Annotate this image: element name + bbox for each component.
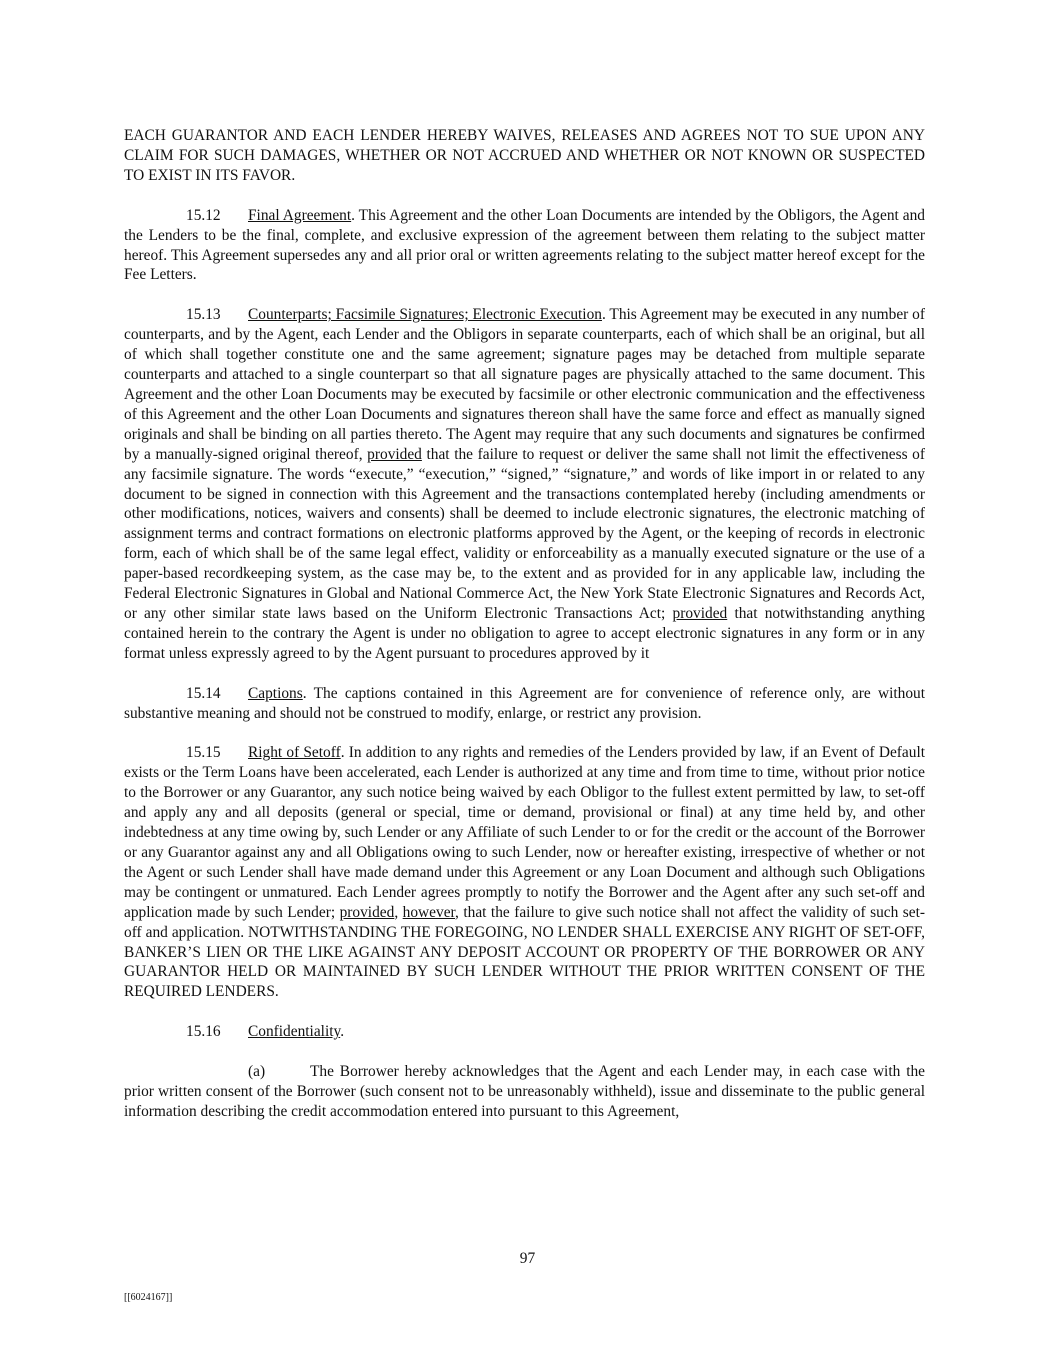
section-number: 15.15 [186,744,221,762]
section-number: 15.13 [186,306,221,324]
section-body: , that the failure to give such notice shall not affect the validity of such set-off and application. NOTWITHSTANDING THE FOREGOING, NO LENDER SHALL EXERCISE ANY RIGHT OF SET-OFF, BANKER’S LIEN OR THE LIKE AGAINST ANY DEPOSIT ACCOUNT OR PROPERTY OF THE BORROWER OR ANY GUARANTOR HELD OR MAINTAINED BY SUCH LENDER WITHOUT THE PRIOR WRITTEN CONSENT OF THE REQUIRED LENDERS. [124,903,926,1001]
section-title: Confidentiality [248,1023,341,1041]
section-title-period: . [340,1023,345,1041]
provided-term: provided [672,604,728,622]
section-body: that notwithstanding anything contained herein to the contrary the Agent is under no obligation to agree to accept electronic signatures in any form or in any format unless expressly agreed to by the Agent pursuant to procedures approved by it [124,604,925,662]
section-number: 15.16 [186,1023,221,1041]
subsection-label: (a) [248,1063,266,1081]
section-title: Counterparts; Facsimile Signatures; Electronic Execution [248,306,602,324]
document-id: [[6024167]] [124,1292,173,1303]
provided-term: provided [367,445,422,463]
section-15-13 [124,305,925,663]
however-term: however [402,903,456,921]
section-title: Right of Setoff [248,744,341,762]
section-15-16-a [124,1062,925,1122]
section-body: that the failure to request or deliver the same shall not limit the effectiveness of any facsimile signature. The words “execute,” “execution,” “signed,” “signature,” and words of like import in or related to any document to be signed in connection with this Agreement and the transactions contemplated hereby (including amendments or other modifications, notices, waivers and consents) shall be deemed to include electronic signatures, the electronic matching of assignment terms and contract formations on electronic platforms approved by the Agent, or the keeping of records in electronic form, each of which shall be of the same legal effect, validity or enforceability as a manually executed signature or the use of a paper-based recordkeeping system, as the case may be, to the extent and as provided for in any applicable law, including the Federal Electronic Signatures in Global and National Commerce Act, the New York State Electronic Signatures and Records Act, or any other similar state laws based on the Uniform Electronic Transactions Act; [124,445,925,622]
section-15-15 [124,743,925,1002]
document-body [124,126,925,1142]
section-15-12 [124,206,925,286]
separator-comma: , [394,903,403,921]
section-title: Captions [248,684,303,702]
intro-text: EACH GUARANTOR AND EACH LENDER HEREBY WAIVES, RELEASES AND AGREES NOT TO SUE UPON ANY CLAIM FOR SUCH DAMAGES, WHETHER OR NOT ACCRUED AND WHETHER OR NOT KNOWN OR SUSPECTED TO EXIST IN ITS FAVOR. [124,127,925,184]
page-number: 97 [519,1250,536,1267]
section-body: . This Agreement may be executed in any number of counterparts, and by the Agent, each Lender and the Obligors in separate counterparts, each of which shall be an original, but all of which shall together constitute one and the same agreement; signature pages may be detached from multiple separate counterparts and attached to a single counterpart so that all signature pages are physically attached to the same document. This Agreement and the other Loan Documents may be executed by facsimile or other electronic communication and the effectiveness of this Agreement and the other Loan Documents and signatures thereon shall have the same force and effect as manually signed originals and shall be binding on all parties thereto. The Agent may require that any such documents and signatures be confirmed by a manually-signed original thereof, [124,306,925,463]
section-15-14 [124,684,925,724]
section-body: . This Agreement and the other Loan Documents are intended by the Obligors, the Agent and the Lenders to be the final, complete, and exclusive expression of the agreement between them relating to the subject matter hereof. This Agreement supersedes any and all prior oral or written agreements relating to the subject matter hereof except for the Fee Letters. [124,206,926,284]
subsection-body: The Borrower hereby acknowledges that the Agent and each Lender may, in each case with the prior written consent of the Borrower (such consent not to be unreasonably withheld), issue and disseminate to the public general information describing the credit accommodation entered into pursuant to this Agreement, [124,1063,925,1120]
provided-term: provided [339,903,395,921]
section-body: . The captions contained in this Agreement are for convenience of reference only, are without substantive meaning and should not be construed to modify, enlarge, or restrict any provision. [124,684,925,722]
section-15-16 [124,1022,925,1042]
intro-paragraph [124,126,925,186]
section-number: 15.12 [186,206,221,224]
section-title: Final Agreement [248,206,352,224]
section-body: . In addition to any rights and remedies of the Lenders provided by law, if an Event of Default exists or the Term Loans have been accelerated, each Lender is authorized at any time and from time to time, without prior notice to the Borrower or any Guarantor, any such notice being waived by each Obligor to the fullest extent permitted by law, to set-off and apply any and all deposits (general or special, time or demand, provisional or final) at any time held by, and other indebtedness at any time owing by, such Lender or any Affiliate of such Lender to or for the credit or the account of the Borrower or any Guarantor against any and all Obligations owing to such Lender, now or hereafter existing, irrespective of whether or not the Agent or such Lender shall have made demand under this Agreement or any Loan Document and although such Obligations may be contingent or unmatured. Each Lender agrees promptly to notify the Borrower and the Agent after any such set-off and application made by such Lender; [124,744,926,921]
section-number: 15.14 [186,684,221,702]
